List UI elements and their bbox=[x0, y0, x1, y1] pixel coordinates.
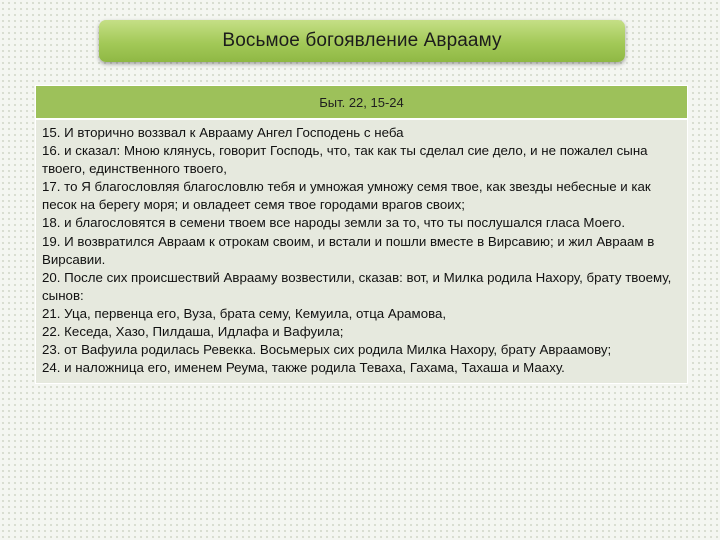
table-header bbox=[36, 86, 687, 120]
verse-23: 23. от Вафуила родилась Ревекка. Восьмерых сих родила Милка Нахору, брату Авраамову; bbox=[42, 342, 612, 358]
verse-17: 17. то Я благословляя благословлю тебя и умножая умножу семя твое, как звезды небесные и как песок на берегу моря; и овладеет семя твое городами врагов своих; bbox=[42, 179, 651, 213]
verse-22: 22. Кеседа, Хазо, Пилдаша, Идлафа и Вафуила; bbox=[42, 324, 344, 340]
verse-19: 19. И возвратился Авраам к отрокам своим, и встали и пошли вместе в Вирсавию; и жил Авраам в Вирсавии. bbox=[42, 233, 655, 267]
verse-20: 20. После сих происшествий Аврааму возвестили, сказав: вот, и Милка родила Нахору, брату твоему, сынов: bbox=[42, 269, 672, 303]
verse-18: 18. и благословятся в семени твоем все народы земли за то, что ты послушался гласа Моего. bbox=[42, 215, 626, 231]
scripture-reference: Быт. 22, 15-24 bbox=[319, 94, 404, 110]
scripture-table bbox=[35, 85, 688, 384]
slide-title: Восьмое богоявление Аврааму bbox=[222, 30, 502, 51]
table-body bbox=[36, 120, 687, 383]
verse-15: 15. И вторично воззвал к Аврааму Ангел Господень с неба bbox=[42, 125, 404, 140]
verse-16: 16. и сказал: Мною клянусь, говорит Господь, что, так как ты сделал сие дело, и не пожалел сына твоего, единственного твоего, bbox=[42, 143, 648, 177]
title-banner bbox=[99, 20, 625, 62]
verse-21: 21. Уца, первенца его, Вуза, брата сему, Кемуила, отца Арамова, bbox=[42, 305, 447, 321]
verse-24: 24. и наложница его, именем Реума, также родила Теваха, Гахама, Тахаша и Мааху. bbox=[42, 360, 565, 376]
